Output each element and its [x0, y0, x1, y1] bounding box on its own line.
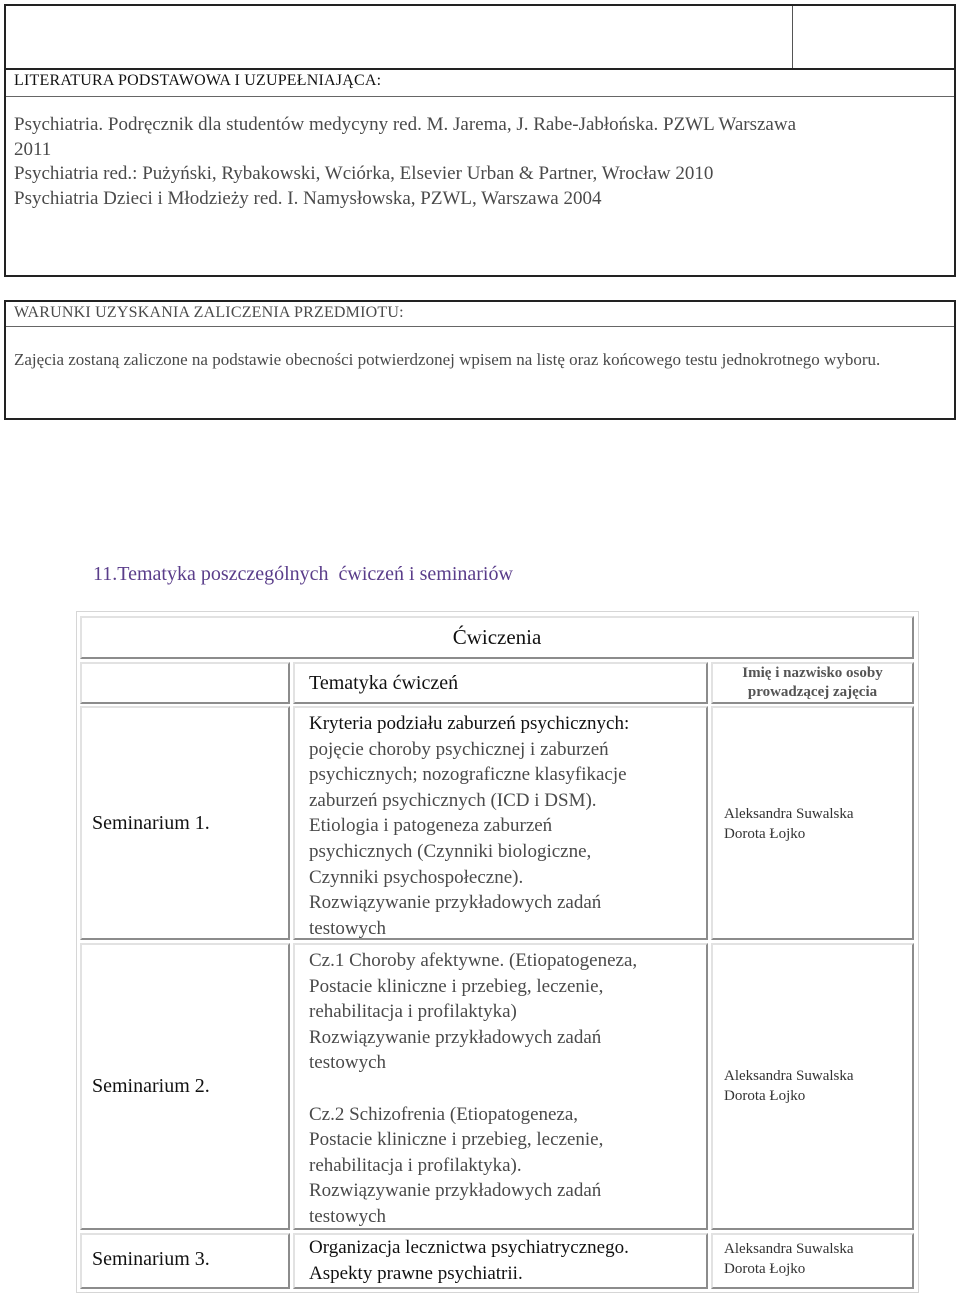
teacher-name: Aleksandra Suwalska	[724, 1241, 854, 1257]
topic-line: testowych	[309, 1052, 387, 1074]
conditions-heading-divider	[6, 326, 954, 327]
header-person-label-line2: prowadzącej zajęcia	[747, 684, 878, 700]
header-label-cell	[80, 662, 290, 704]
topic-line: psychicznych (Czynniki biologiczne,	[309, 840, 592, 862]
topic-line: psychicznych; nozograficzne klasyfikacje	[309, 764, 627, 786]
topic-line: Cz.1 Choroby afektywne. (Etiopatogeneza,	[309, 950, 638, 971]
row-2-teachers	[724, 1067, 854, 1106]
topic-spacer	[309, 1076, 706, 1102]
topic-line: Czynniki psychospołeczne).	[309, 866, 524, 888]
teacher-name: Dorota Łojko	[724, 825, 806, 842]
topic-line: Rozwiązywanie przykładowych zadań	[309, 892, 602, 914]
literature-line: Psychiatria Dzieci i Młodzieży red. I. Namysłowska, PZWL, Warszawa 2004	[14, 187, 602, 209]
topic-line: Organizacja lecznictwa psychiatrycznego.	[309, 1237, 629, 1258]
literature-line: 2011	[14, 138, 52, 160]
literature-line: Psychiatria. Podręcznik dla studentów medycyny red. M. Jarema, J. Rabe-Jabłońska. PZWL Warszawa	[14, 114, 797, 135]
header-person-label-line1: Imię i nazwisko osoby	[742, 665, 883, 681]
header-person-cell	[711, 662, 914, 704]
topic-line: zaburzeń psychicznych (ICD i DSM).	[309, 789, 597, 811]
previous-table-divider	[792, 6, 793, 70]
topic-line: testowych	[309, 917, 387, 939]
topic-line: Rozwiązywanie przykładowych zadań	[309, 1180, 602, 1202]
teacher-name: Aleksandra Suwalska	[724, 806, 854, 822]
literature-heading-divider	[6, 96, 954, 97]
literature-list	[14, 113, 954, 211]
topic-line: Cz.2 Schizofrenia (Etiopatogeneza,	[309, 1103, 579, 1125]
literature-heading: LITERATURA PODSTAWOWA I UZUPEŁNIAJĄCA:	[14, 72, 382, 89]
row-1-teachers	[724, 805, 854, 844]
seminar-2-label: Seminarium 2.	[92, 1075, 210, 1097]
teacher-name: Dorota Łojko	[724, 1087, 806, 1104]
row-3-teachers	[724, 1240, 854, 1279]
seminar-1-label: Seminarium 1.	[92, 812, 210, 834]
section-title: 11.Tematyka poszczególnych ćwiczeń i seminariów	[93, 563, 513, 585]
conditions-heading: WARUNKI UZYSKANIA ZALICZENIA PRZEDMIOTU:	[14, 304, 404, 321]
header-topic-cell	[293, 662, 708, 704]
topic-line: Aspekty prawne psychiatrii.	[309, 1262, 523, 1284]
topic-line: rehabilitacja i profilaktyka)	[309, 1001, 517, 1023]
header-group-label: Ćwiczenia	[452, 625, 542, 649]
topic-line: Etiologia i patogeneza zaburzeń	[309, 815, 553, 837]
topic-line: pojęcie choroby psychicznej i zaburzeń	[309, 738, 609, 760]
topic-line: Postacie kliniczne i przebieg, leczenie,	[309, 1129, 604, 1151]
previous-table-fragment	[4, 4, 956, 70]
header-topic-label: Tematyka ćwiczeń	[309, 671, 459, 694]
topic-line: Postacie kliniczne i przebieg, leczenie,	[309, 975, 604, 997]
row-3-topic-cell	[293, 1233, 708, 1289]
header-group-exercises	[80, 616, 914, 659]
row-2-topic-cell	[293, 943, 708, 1230]
seminar-3-label: Seminarium 3.	[92, 1248, 210, 1270]
topic-line: Rozwiązywanie przykładowych zadań	[309, 1026, 602, 1048]
topic-line: Kryteria podziału zaburzeń psychicznych:	[309, 713, 630, 734]
conditions-text: Zajęcia zostaną zaliczone na podstawie obecności potwierdzonej wpisem na listę oraz końcowego testu jednokrotnego wyboru.	[14, 350, 881, 369]
row-1-topic-cell	[293, 706, 708, 940]
topic-line: testowych	[309, 1205, 387, 1227]
teacher-name: Aleksandra Suwalska	[724, 1068, 854, 1084]
literature-line: Psychiatria red.: Pużyński, Rybakowski, Wciórka, Elsevier Urban & Partner, Wrocław 2010	[14, 163, 714, 184]
topic-line: rehabilitacja i profilaktyka).	[309, 1154, 522, 1176]
teacher-name: Dorota Łojko	[724, 1260, 806, 1277]
